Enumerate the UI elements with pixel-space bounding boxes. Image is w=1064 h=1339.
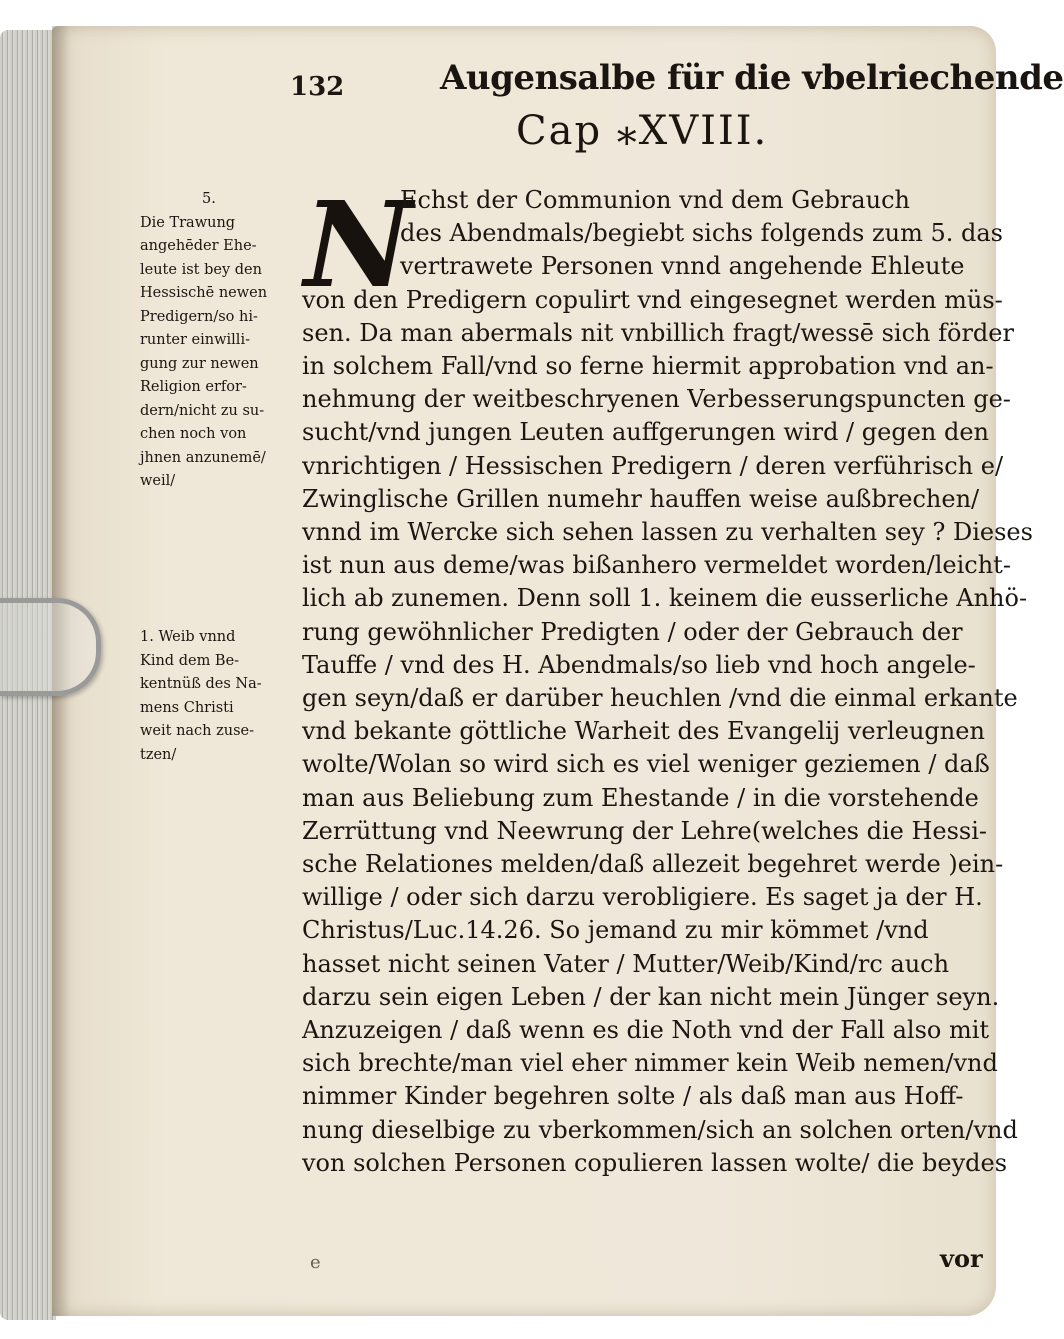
body-line: nehmung der weitbeschryenen Verbesserungspuncten ge- [302,385,1011,414]
margin-note-line: dern/nicht zu su- [140,402,265,419]
running-head: Augensalbe für die vbelriechende [440,58,1064,98]
margin-note-line: runter einwilli- [140,332,250,348]
margin-note-line: Hessischē newen [140,285,268,301]
margin-note-line: chen noch von [140,426,247,442]
margin-note-line: Religion erfor- [140,379,247,395]
body-line: Anzuzeigen / daß wenn es die Noth vnd der Fall also mit [302,1016,990,1045]
bookmark-clip [0,598,101,696]
margin-note-line: leute ist bey den [140,261,262,278]
signature-mark: e [310,1252,321,1273]
body-line: hasset nicht seinen Vater / Mutter/Weib/Kind/rc auch [302,949,950,978]
body-line: vnrichtigen / Hessischen Predigern / deren verführisch e/ [302,451,1004,480]
body-line: rung gewöhnlicher Predigten / oder der Gebrauch der [302,617,963,646]
page-number: 132 [290,72,345,102]
margin-note-line: angehēder Ehe- [140,238,257,254]
body-line: willige / oder sich darzu verobligiere. Es saget ja der H. [302,883,983,912]
margin-note-line: gung zur newen [140,355,259,372]
body-line: Zerrüttung vnd Neewrung der Lehre(welches die Hessi- [302,816,988,845]
body-line: des Abendmals/begiebt sichs folgends zum 5. das [400,219,1003,248]
body-line: nung dieselbige zu vberkommen/sich an solchen orten/vnd [302,1115,1018,1144]
margin-note-line: weil/ [140,473,176,489]
body-line: gen seyn/daß er darüber heuchlen /vnd die einmal erkante [302,684,1018,713]
body-line: wolte/Wolan so wird sich es viel weniger geziemen / daß [302,750,990,779]
body-line: vertrawete Personen vnnd angehende Ehleute [400,252,965,281]
margin-note-line: mens Christi [140,699,234,716]
body-line: sucht/vnd jungen Leuten auffgerungen wird / gegen den [302,418,990,447]
body-line: vnd bekante göttliche Warheit des Evangelij verleugnen [302,717,985,746]
body-line: Tauffe / vnd des H. Abendmals/so lieb vnd hoch angele- [302,650,976,679]
body-line: Echst der Communion vnd dem Gebrauch [400,186,910,214]
margin-note-line: 5. [202,191,216,207]
catchword: vor [940,1244,983,1273]
body-line: man aus Beliebung zum Ehestande / in die vorstehende [302,783,979,812]
margin-note-2 [140,626,296,767]
body-line: sche Relationes melden/daß allezeit begehret werde )ein- [302,850,1004,879]
margin-note-line: jhnen anzunemē/ [140,449,266,466]
body-line: in solchem Fall/vnd so ferne hiermit approbation vnd an- [302,352,994,381]
body-line: nimmer Kinder begehren solte / als daß man aus Hoff- [302,1082,964,1111]
margin-note-1 [140,188,296,494]
body-line: von den Predigern copulirt vnd eingesegnet werden müs- [302,285,1003,314]
margin-note-line: 1. Weib vnnd [140,629,236,645]
margin-note-line: tzen/ [140,746,177,763]
body-line: Zwinglische Grillen numehr hauffen weise außbrechen/ [302,484,980,513]
margin-note-line: kentnüß des Na- [140,676,262,692]
body-text [302,175,1033,1180]
body-line: vnnd im Wercke sich sehen lassen zu verhalten sey ? Dieses [302,518,1033,547]
body-line: sen. Da man abermals nit vnbillich fragt/wessē sich förder [302,318,1014,347]
margin-note-line: Die Trawung [140,214,236,231]
drop-cap: N [304,175,412,314]
body-line: sich brechte/man viel eher nimmer kein Weib nemen/vnd [302,1049,998,1078]
margin-note-line: Kind dem Be- [140,652,240,669]
body-line: darzu sein eigen Leben / der kan nicht mein Jünger seyn. [302,982,1000,1011]
body-line: Christus/Luc.14.26. So jemand zu mir kömmet /vnd [302,916,929,945]
body-line: lich ab zunemen. Denn soll 1. keinem die eusserliche Anhö- [302,584,1028,613]
body-line: ist nun aus deme/was bißanhero vermeldet worden/leicht- [302,551,1011,580]
margin-note-line: Predigern/so hi- [140,308,258,325]
chapter-heading: Cap ⁎XVIII. [516,108,769,154]
body-line: von solchen Personen copulieren lassen wolte/ die beydes [302,1148,1008,1177]
margin-note-line: weit nach zuse- [140,723,255,739]
